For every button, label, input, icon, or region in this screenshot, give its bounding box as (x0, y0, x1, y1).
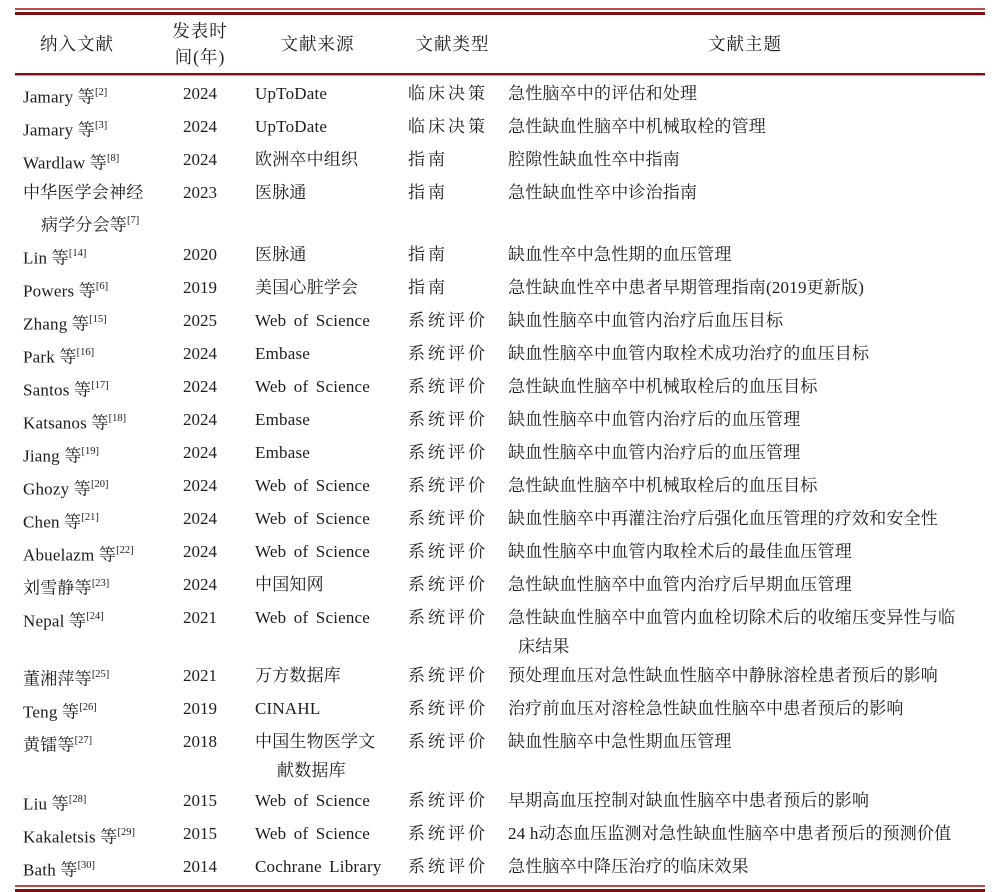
table-top-rule (15, 8, 985, 15)
cell-authors (15, 537, 165, 570)
author-name: Lin 等 (23, 248, 69, 268)
table-row (15, 471, 985, 504)
author-name: Bath 等 (23, 860, 78, 880)
table-row (15, 727, 985, 786)
cell-source: Embase (255, 409, 311, 429)
cell-topic: 腔隙性缺血性卒中指南 (508, 149, 680, 169)
cell-source: 万方数据库 (255, 666, 341, 686)
table-body (15, 76, 985, 885)
cell-year: 2024 (183, 376, 217, 396)
reference-superscript: [29] (117, 826, 135, 838)
table-row (15, 603, 985, 662)
cell-year: 2024 (183, 508, 217, 528)
reference-superscript: [3] (94, 119, 108, 131)
reference-superscript: [27] (74, 735, 93, 747)
cell-authors (15, 79, 165, 112)
reference-superscript: [28] (68, 793, 87, 805)
cell-topic: 缺血性卒中急性期的血压管理 (508, 245, 732, 265)
reference-superscript: [30] (77, 859, 96, 871)
cell-authors (15, 471, 165, 504)
reference-superscript: [8] (107, 152, 120, 164)
cell-topic: 急性缺血性脑卒中机械取栓后的血压目标 (508, 475, 818, 495)
table-row (15, 570, 985, 603)
cell-authors (15, 339, 165, 372)
author-name: Jiang 等 (23, 446, 82, 466)
cell-authors (15, 112, 165, 145)
header-included-literature: 纳入文献 (40, 34, 114, 54)
cell-topic: 急性脑卒中的评估和处理 (508, 84, 698, 103)
cell-topic: 急性缺血性脑卒中机械取栓的管理 (508, 116, 766, 136)
cell-source: UpToDate (255, 116, 328, 136)
cell-type: 临床决策 (408, 84, 488, 103)
cell-authors (15, 306, 165, 339)
paper-table-page (0, 8, 1000, 880)
cell-topic: 预处理血压对急性缺血性脑卒中静脉溶栓患者预后的影响 (508, 666, 938, 686)
cell-authors (15, 570, 165, 603)
cell-type: 系统评价 (408, 607, 488, 627)
table-row (15, 273, 985, 306)
cell-topic: 急性缺血性卒中诊治指南 (508, 182, 698, 202)
author-name: Abuelazm 等 (23, 545, 117, 565)
reference-superscript: [21] (81, 511, 99, 523)
author-name: Teng 等 (23, 702, 80, 722)
table-row (15, 339, 985, 372)
cell-type: 系统评价 (408, 790, 488, 810)
cell-topic: 缺血性脑卒中血管内治疗后的血压管理 (508, 409, 801, 429)
cell-type: 指南 (408, 149, 448, 169)
table-row (15, 240, 985, 273)
cell-type: 系统评价 (408, 823, 488, 843)
cell-type: 指南 (408, 245, 448, 265)
cell-source: UpToDate (255, 84, 328, 103)
cell-topic: 急性脑卒中降压治疗的临床效果 (508, 856, 749, 876)
reference-superscript: [2] (94, 87, 108, 98)
header-literature-source: 文献来源 (280, 34, 355, 54)
cell-type: 系统评价 (408, 376, 488, 396)
cell-authors (15, 273, 165, 306)
cell-topic: 缺血性脑卒中血管内取栓术成功治疗的血压目标 (508, 343, 870, 363)
author-name: Santos 等 (23, 380, 92, 400)
author-name: Jamary 等 (23, 87, 95, 107)
cell-source: Embase (255, 442, 311, 462)
reference-superscript: [24] (86, 610, 104, 622)
table-row (15, 504, 985, 537)
header-literature-type: 文献类型 (415, 34, 490, 54)
cell-authors (15, 145, 165, 178)
cell-type: 系统评价 (408, 666, 488, 686)
cell-year: 2025 (183, 311, 217, 331)
cell-type: 临床决策 (408, 116, 488, 136)
author-name: Park 等 (23, 347, 77, 367)
table-row (15, 786, 985, 819)
author-name: 黄镭等 (23, 735, 75, 755)
table-header-row (15, 15, 985, 73)
cell-authors (15, 603, 165, 636)
literature-table (15, 8, 985, 892)
cell-year: 2014 (183, 856, 217, 876)
cell-type: 系统评价 (408, 475, 488, 495)
cell-source: Web of Science (255, 607, 371, 627)
table-row (15, 145, 985, 178)
author-name: 刘雪静等 (23, 578, 92, 598)
cell-authors (15, 405, 165, 438)
cell-topic: 治疗前血压对溶栓急性缺血性脑卒中患者预后的影响 (508, 699, 904, 719)
cell-year: 2024 (183, 343, 217, 363)
cell-topic: 急性缺血性脑卒中机械取栓后的血压目标 (508, 376, 818, 396)
author-name: 中华医学会神经病学分会等 (23, 182, 144, 235)
author-name: Ghozy 等 (23, 479, 91, 499)
table-row (15, 112, 985, 145)
cell-year: 2018 (183, 732, 217, 752)
cell-year: 2024 (183, 84, 217, 103)
author-name: Nepal 等 (23, 611, 87, 631)
cell-year: 2024 (183, 409, 217, 429)
author-name: Chen 等 (23, 512, 82, 532)
table-bottom-rule (15, 885, 985, 892)
cell-source: CINAHL (255, 699, 321, 719)
table-row (15, 79, 985, 112)
reference-superscript: [15] (89, 314, 107, 326)
table-row (15, 306, 985, 339)
cell-source: 美国心脏学会 (255, 278, 359, 298)
cell-source: Web of Science (255, 508, 371, 528)
cell-type: 系统评价 (408, 442, 488, 462)
cell-year: 2024 (183, 442, 217, 462)
author-name: Zhang 等 (23, 314, 90, 334)
cell-authors (15, 240, 165, 273)
cell-type: 指南 (408, 278, 448, 298)
cell-type: 系统评价 (408, 343, 488, 363)
cell-source: 欧洲卒中组织 (255, 149, 359, 169)
cell-topic: 早期高血压控制对缺血性脑卒中患者预后的影响 (508, 790, 870, 810)
cell-year: 2015 (183, 790, 217, 810)
cell-topic: 缺血性脑卒中血管内治疗后的血压管理 (508, 442, 801, 462)
reference-superscript: [16] (76, 346, 95, 358)
cell-authors (15, 727, 165, 760)
cell-year: 2021 (183, 607, 217, 627)
cell-year: 2024 (183, 475, 217, 495)
cell-authors (15, 852, 165, 885)
author-name: Wardlaw 等 (23, 153, 107, 173)
author-name: Jamary 等 (23, 120, 95, 140)
cell-topic: 24 h动态血压监测对急性缺血性脑卒中患者预后的预测价值 (508, 823, 952, 843)
cell-authors (15, 819, 165, 852)
cell-authors (15, 661, 165, 694)
cell-year: 2024 (183, 541, 217, 561)
reference-superscript: [14] (68, 248, 87, 260)
author-name: Kakaletsis 等 (23, 827, 118, 847)
cell-year: 2019 (183, 699, 217, 719)
cell-source: Web of Science (255, 376, 371, 396)
cell-topic: 急性缺血性脑卒中血管内血栓切除术后的收缩压变异性与临床结果 (508, 607, 956, 656)
cell-source: 中国生物医学文献数据库 (255, 732, 376, 781)
cell-type: 系统评价 (408, 409, 488, 429)
author-name: Katsanos 等 (23, 413, 109, 433)
table-row (15, 178, 985, 240)
author-name: Powers 等 (23, 281, 96, 301)
table-row (15, 852, 985, 885)
cell-topic: 急性缺血性卒中患者早期管理指南(2019更新版) (508, 278, 865, 298)
cell-source: 医脉通 (255, 245, 307, 265)
reference-superscript: [25] (91, 669, 110, 681)
cell-authors (15, 372, 165, 405)
cell-type: 系统评价 (408, 856, 488, 876)
cell-source: Web of Science (255, 475, 371, 495)
cell-type: 系统评价 (408, 732, 488, 752)
cell-source: Web of Science (255, 311, 371, 331)
cell-year: 2019 (183, 278, 217, 298)
cell-topic: 缺血性脑卒中急性期血压管理 (508, 732, 732, 752)
cell-year: 2021 (183, 666, 217, 686)
cell-year: 2024 (183, 574, 217, 594)
reference-superscript: [6] (95, 281, 109, 293)
cell-authors (15, 504, 165, 537)
author-name: Liu 等 (23, 794, 69, 814)
cell-authors (15, 786, 165, 819)
cell-year: 2023 (183, 182, 217, 202)
cell-authors (15, 694, 165, 727)
cell-authors (15, 438, 165, 471)
reference-superscript: [19] (81, 445, 100, 457)
reference-superscript: [22] (116, 544, 134, 556)
cell-type: 系统评价 (408, 574, 488, 594)
reference-superscript: [26] (79, 702, 97, 714)
cell-year: 2024 (183, 116, 217, 136)
reference-superscript: [7] (127, 215, 140, 227)
table-row (15, 661, 985, 694)
cell-topic: 缺血性脑卒中再灌注治疗后强化血压管理的疗效和安全性 (508, 508, 938, 528)
cell-year: 2020 (183, 245, 217, 265)
reference-superscript: [18] (108, 412, 127, 424)
cell-type: 系统评价 (408, 541, 488, 561)
table-row (15, 694, 985, 727)
cell-source: Cochrane Library (255, 856, 382, 876)
cell-source: Web of Science (255, 790, 371, 810)
cell-topic: 缺血性脑卒中血管内治疗后血压目标 (508, 311, 784, 331)
cell-authors (15, 178, 165, 240)
table-row (15, 819, 985, 852)
table-row (15, 372, 985, 405)
table-row (15, 405, 985, 438)
cell-type: 系统评价 (408, 311, 488, 331)
reference-superscript: [20] (90, 478, 109, 490)
cell-year: 2015 (183, 823, 217, 843)
table-row (15, 438, 985, 471)
reference-superscript: [23] (91, 577, 110, 589)
author-name: 董湘萍等 (23, 669, 92, 689)
cell-topic: 缺血性脑卒中血管内取栓术后的最佳血压管理 (508, 541, 852, 561)
header-literature-topic: 文献主题 (708, 34, 782, 54)
cell-topic: 急性缺血性脑卒中血管内治疗后早期血压管理 (508, 574, 852, 594)
cell-type: 系统评价 (408, 699, 488, 719)
header-publication-year: 发表时间(年) (172, 21, 228, 67)
cell-source: 医脉通 (255, 182, 307, 202)
cell-source: Web of Science (255, 541, 371, 561)
cell-source: Web of Science (255, 823, 371, 843)
cell-source: 中国知网 (255, 574, 324, 594)
table-row (15, 537, 985, 570)
cell-year: 2024 (183, 149, 217, 169)
cell-type: 指南 (408, 182, 448, 202)
cell-source: Embase (255, 343, 311, 363)
reference-superscript: [17] (91, 379, 109, 391)
cell-type: 系统评价 (408, 508, 488, 528)
